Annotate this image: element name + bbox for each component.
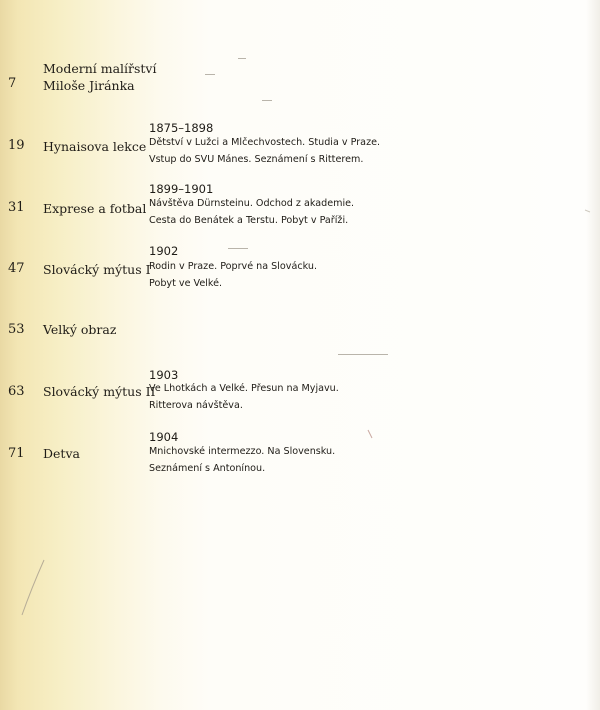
description-line: Vstup do SVU Mánes. Seznámení s Ritterem. <box>149 153 364 165</box>
chapter-title-line: Detva <box>43 446 80 461</box>
description-line: Seznámení s Antonínou. <box>149 462 266 474</box>
chapter-title-line: Exprese a fotbal <box>43 201 147 216</box>
chapter-title-line: Slovácký mýtus II <box>43 384 156 399</box>
page-number: 71 <box>8 446 25 461</box>
period-years: 1902 <box>149 244 179 258</box>
page-number: 63 <box>8 384 25 399</box>
description-line: Mnichovské intermezzo. Na Slovensku. <box>149 446 336 457</box>
period-years: 1904 <box>149 430 179 444</box>
page-number: 19 <box>8 138 25 153</box>
description-line: Cesta do Benátek a Terstu. Pobyt v Paříži. <box>149 214 349 226</box>
chapter-title-line: Velký obraz <box>43 322 117 337</box>
chapter-title-line: Moderní malířství <box>43 61 157 76</box>
chapter-title-line: Hynaisova lekce <box>43 139 147 154</box>
description-line: Ve Lhotkách a Velké. Přesun na Myjavu. <box>149 383 339 394</box>
description-line: Návštěva Dürnsteinu. Odchod z akademie. <box>149 198 355 209</box>
period-years: 1875–1898 <box>149 121 214 135</box>
chapter-title-line: Miloše Jiránka <box>43 78 135 93</box>
page-number: 47 <box>8 261 25 276</box>
period-years: 1899–1901 <box>149 182 214 196</box>
description-line: Pobyt ve Velké. <box>149 277 223 289</box>
page-number: 53 <box>8 322 25 337</box>
description-line: Dětství v Lužci a Mlčechvostech. Studia v Praze. <box>149 137 381 148</box>
period-years: 1903 <box>149 368 179 382</box>
description-line: Rodin v Praze. Poprvé na Slovácku. <box>149 261 318 272</box>
page-number: 7 <box>8 76 17 91</box>
chapter-title-line: Slovácký mýtus I <box>43 262 151 277</box>
description-line: Ritterova návštěva. <box>149 399 243 411</box>
page-number: 31 <box>8 200 25 215</box>
